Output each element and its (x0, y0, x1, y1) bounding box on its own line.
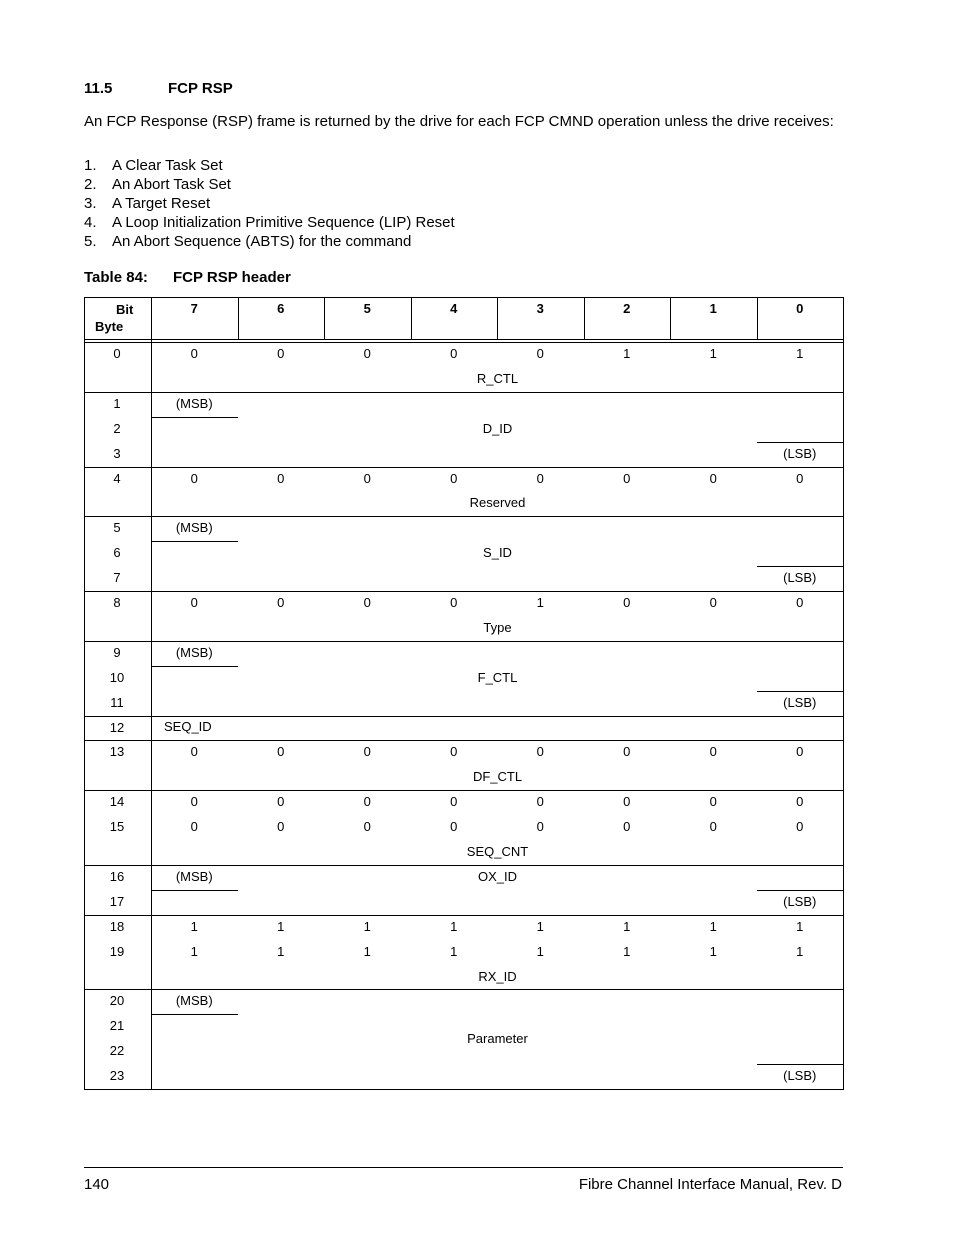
header-bit-6: 6 (277, 301, 285, 316)
header-bit-3: 3 (536, 301, 544, 316)
byte-number: 22 (109, 1043, 125, 1059)
bit-value: 0 (277, 744, 285, 760)
field-name-seq-cnt: SEQ_CNT (466, 844, 529, 859)
list-item-text: An Abort Sequence (ABTS) for the command (112, 233, 412, 250)
bit-value: 1 (536, 918, 544, 934)
lsb-label: (LSB) (783, 445, 817, 461)
byte-number: 23 (109, 1068, 125, 1084)
lsb-overline (757, 691, 844, 692)
header-bit-7: 7 (190, 301, 198, 316)
bit-value: 1 (709, 346, 717, 361)
byte-number: 3 (113, 445, 121, 461)
bit-value: 0 (190, 470, 198, 486)
bit-value: 1 (796, 918, 804, 934)
bit-value: 0 (709, 470, 717, 486)
list-item-number: 3. (84, 195, 97, 212)
byte-number: 14 (109, 794, 125, 810)
byte-number: 5 (113, 520, 121, 536)
row-group-rule (84, 989, 844, 990)
header-bit-5: 5 (363, 301, 371, 316)
msb-underline (151, 541, 238, 542)
bit-value: 1 (536, 595, 544, 610)
bit-value: 0 (363, 794, 371, 810)
bit-value: 0 (190, 744, 198, 760)
bit-value: 1 (623, 918, 631, 934)
row-group-rule (84, 790, 844, 791)
byte-number: 21 (109, 1018, 125, 1034)
bit-value: 0 (536, 470, 544, 486)
row-group-rule (84, 915, 844, 916)
row-group-rule (84, 740, 844, 741)
msb-label: (MSB) (175, 395, 213, 411)
bit-value: 1 (190, 918, 198, 934)
row-group-rule (84, 591, 844, 592)
field-name-reserved: Reserved (469, 495, 526, 511)
field-name-ox-id: OX_ID (477, 868, 517, 884)
bit-value: 1 (277, 943, 285, 959)
list-item-number: 5. (84, 233, 97, 250)
field-name-r-ctl: R_CTL (476, 370, 519, 386)
bit-value: 0 (450, 595, 458, 610)
lsb-overline (757, 1064, 844, 1065)
byte-number: 2 (113, 420, 121, 436)
byte-number: 6 (113, 545, 121, 561)
row-group-rule (84, 467, 844, 468)
bit-value: 0 (450, 470, 458, 486)
list-item-number: 4. (84, 214, 97, 231)
byte-number: 11 (110, 694, 124, 710)
bit-value: 0 (623, 595, 631, 610)
field-name-d-id: D_ID (482, 420, 513, 436)
field-name-df-ctl: DF_CTL (472, 769, 523, 785)
msb-underline (151, 890, 238, 891)
header-bit-2: 2 (623, 301, 631, 316)
bit-value: 0 (190, 794, 198, 810)
footer-rule (84, 1167, 843, 1168)
field-name-s-id: S_ID (483, 545, 512, 561)
bit-value: 0 (277, 794, 285, 810)
byte-number: 15 (109, 819, 125, 835)
list-item-number: 1. (84, 157, 97, 174)
bit-value: 0 (709, 794, 717, 810)
bit-value: 1 (536, 943, 544, 959)
bit-value: 0 (450, 794, 458, 810)
table-caption (84, 269, 291, 286)
bit-value: 1 (623, 346, 631, 361)
bit-value: 0 (190, 819, 198, 835)
byte-number: 9 (113, 644, 121, 660)
list-item-number: 2. (84, 176, 97, 193)
bit-value: 0 (277, 346, 285, 361)
row-group-rule (84, 865, 844, 866)
bit-value: 1 (450, 943, 458, 959)
bit-value: 1 (796, 943, 804, 959)
header-double-rule (84, 342, 844, 343)
msb-label: (MSB) (175, 644, 213, 660)
bit-value: 0 (363, 470, 371, 486)
bit-value: 0 (363, 744, 371, 760)
bit-value: 0 (796, 595, 804, 610)
byte-number: 12 (109, 719, 125, 735)
bit-value: 1 (450, 918, 458, 934)
condition-list (84, 156, 455, 251)
bit-value: 0 (709, 819, 717, 835)
lsb-label: (LSB) (783, 694, 817, 710)
bit-value: 0 (709, 744, 717, 760)
lsb-label: (LSB) (783, 1068, 817, 1084)
bit-value: 1 (363, 943, 371, 959)
byte-number: 16 (109, 868, 125, 884)
bit-value: 0 (623, 794, 631, 810)
msb-label: (MSB) (175, 520, 213, 536)
list-item (84, 213, 455, 232)
byte-number: 20 (109, 993, 125, 1009)
list-item-text: A Target Reset (112, 195, 211, 212)
bit-value: 0 (190, 595, 198, 610)
byte-number: 8 (113, 595, 121, 610)
bit-value: 0 (363, 819, 371, 835)
byte-number: 1 (113, 395, 121, 411)
field-name-seq-id: SEQ_ID (164, 718, 212, 734)
section-heading (84, 80, 233, 97)
field-name-rx-id: RX_ID (478, 968, 517, 984)
footer-document-title: Fibre Channel Interface Manual, Rev. D (578, 1176, 842, 1193)
header-bit-label: Bit (116, 302, 134, 317)
header-byte-label: Byte (95, 319, 124, 334)
list-item (84, 232, 455, 251)
list-item (84, 156, 455, 175)
lsb-label: (LSB) (783, 570, 817, 586)
bit-value: 1 (190, 943, 198, 959)
bit-value: 0 (536, 794, 544, 810)
byte-number: 19 (109, 943, 125, 959)
bit-value: 1 (363, 918, 371, 934)
bit-value: 0 (363, 595, 371, 610)
bit-value: 0 (450, 819, 458, 835)
list-item-text: A Loop Initialization Primitive Sequence (LIP) Reset (112, 214, 455, 231)
bit-value: 0 (277, 595, 285, 610)
intro-paragraph: An FCP Response (RSP) frame is returned by the drive for each FCP CMND operation unless the drive receives: (84, 113, 834, 130)
lsb-overline (757, 566, 844, 567)
bit-value: 0 (536, 819, 544, 835)
bit-value: 0 (796, 794, 804, 810)
row-group-rule (84, 392, 844, 393)
byte-number: 18 (109, 918, 125, 934)
bit-value: 0 (623, 819, 631, 835)
bit-value: 0 (623, 744, 631, 760)
table-caption-title: FCP RSP header (173, 269, 291, 286)
msb-label: (MSB) (175, 993, 213, 1009)
bit-value: 1 (623, 943, 631, 959)
section-number: 11.5 (84, 80, 113, 97)
byte-number: 0 (113, 346, 121, 361)
bit-value: 1 (709, 918, 717, 934)
byte-number: 17 (109, 893, 125, 909)
row-group-rule (84, 716, 844, 717)
bit-value: 0 (796, 744, 804, 760)
bit-value: 0 (796, 819, 804, 835)
row-group-rule (84, 641, 844, 642)
bit-value: 0 (450, 346, 458, 361)
bit-value: 0 (709, 595, 717, 610)
bit-value: 0 (536, 744, 544, 760)
msb-underline (151, 666, 238, 667)
bit-value: 1 (796, 346, 804, 361)
field-name-type: Type (483, 619, 512, 635)
lsb-label: (LSB) (783, 893, 817, 909)
list-item-text: A Clear Task Set (112, 157, 223, 174)
list-item (84, 175, 455, 194)
bit-value: 0 (450, 744, 458, 760)
list-item (84, 194, 455, 213)
row-group-rule (84, 516, 844, 517)
bit-value: 0 (536, 346, 544, 361)
msb-label: (MSB) (175, 868, 213, 884)
byte-number: 13 (109, 744, 125, 760)
bit-value: 0 (363, 346, 371, 361)
header-bit-4: 4 (450, 301, 458, 316)
list-item-text: An Abort Task Set (112, 176, 231, 193)
bit-value: 0 (190, 346, 198, 361)
bit-value: 1 (277, 918, 285, 934)
header-bit-0: 0 (796, 301, 804, 316)
bit-value: 0 (277, 819, 285, 835)
byte-number: 4 (113, 470, 121, 486)
header-bit-1: 1 (709, 301, 717, 316)
byte-number: 7 (113, 570, 121, 586)
fcp-rsp-header-table (84, 297, 844, 1090)
bit-value: 1 (709, 943, 717, 959)
lsb-overline (757, 890, 844, 891)
field-name-f-ctl: F_CTL (477, 669, 518, 685)
msb-underline (151, 1014, 238, 1015)
msb-underline (151, 417, 238, 418)
byte-number: 10 (109, 669, 125, 685)
table-caption-label: Table 84: (84, 269, 148, 286)
bit-value: 0 (796, 470, 804, 486)
field-name-parameter: Parameter (467, 1030, 528, 1046)
section-title: FCP RSP (168, 80, 233, 97)
header-double-rule (84, 339, 844, 340)
lsb-overline (757, 442, 844, 443)
bit-value: 0 (277, 470, 285, 486)
bit-value: 0 (623, 470, 631, 486)
footer-page-number: 140 (84, 1176, 110, 1193)
